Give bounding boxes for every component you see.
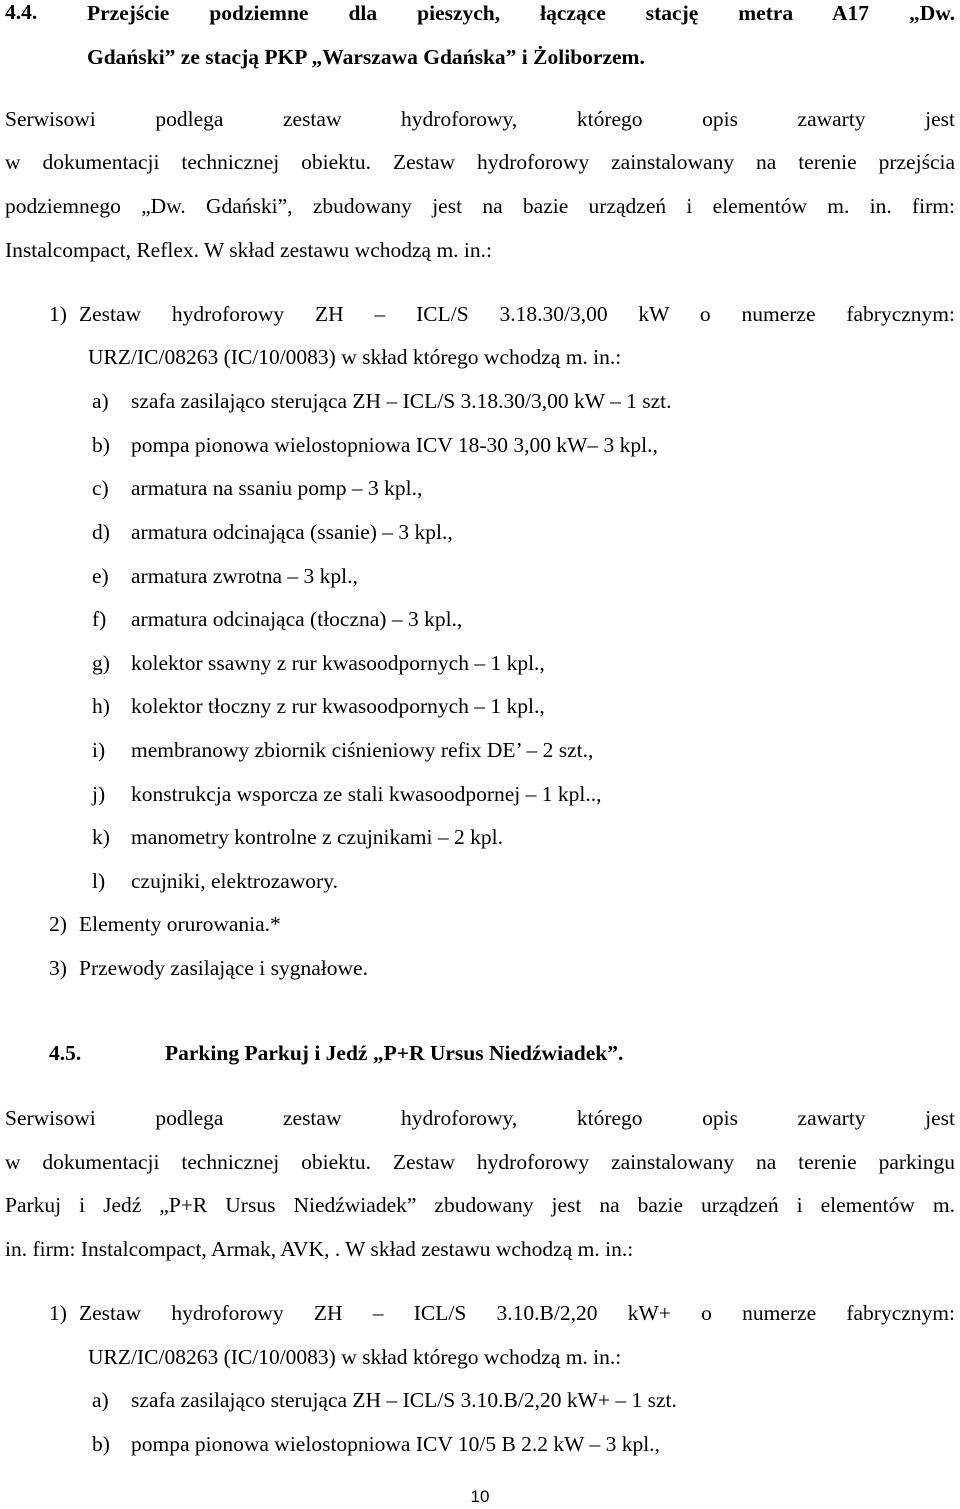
section-number: 4.4. <box>5 0 38 24</box>
section-heading-4-5 <box>49 1041 81 1066</box>
paragraph-line: Serwisowi podlega zestaw hydroforowy, którego opis zawarty jest <box>5 1106 955 1130</box>
paragraph-line: podziemnego „Dw. Gdański”, zbudowany jest na bazie urządzeń i elementów m. in. firm: <box>5 194 955 218</box>
sublist-item-text: membranowy zbiornik ciśnieniowy refix DE’ – 2 szt., <box>131 738 594 762</box>
sublist-item-label: d) <box>92 520 110 544</box>
list-item-text: Zestaw hydroforowy ZH – ICL/S 3.10.B/2,20 kW+ o numerze fabrycznym: <box>79 1301 955 1325</box>
sublist-item-text: konstrukcja wsporcza ze stali kwasoodpornej – 1 kpl.., <box>131 782 602 806</box>
sublist-item-text: manometry kontrolne z czujnikami – 2 kpl. <box>131 825 503 849</box>
sublist-item-text: szafa zasilająco sterująca ZH – ICL/S 3.10.B/2,20 kW+ – 1 szt. <box>131 1388 677 1412</box>
sublist-item-label: e) <box>92 564 109 588</box>
paragraph-line: w dokumentacji technicznej obiektu. Zestaw hydroforowy zainstalowany na terenie przejścia <box>5 150 955 174</box>
sublist-item-label: g) <box>92 651 110 675</box>
page-number: 10 <box>470 1487 490 1506</box>
section-title-line-2: Gdański” ze stacją PKP „Warszawa Gdańska” i Żoliborzem. <box>87 45 645 69</box>
paragraph-line: Instalcompact, Reflex. W skład zestawu wchodzą m. in.: <box>5 238 492 262</box>
section-number: 4.5. <box>49 1041 82 1065</box>
paragraph-line: in. firm: Instalcompact, Armak, AVK, . W skład zestawu wchodzą m. in.: <box>5 1237 634 1261</box>
sublist-item-label: k) <box>92 825 110 849</box>
sublist-item-label: i) <box>92 738 106 762</box>
list-item-text-continued: URZ/IC/08263 (IC/10/0083) w skład którego wchodzą m. in.: <box>88 345 622 369</box>
section-heading-4-4 <box>5 0 955 70</box>
list-item-label: 1) <box>49 302 67 326</box>
list-item-label: 2) <box>49 912 67 936</box>
sublist-item-label: l) <box>92 869 106 893</box>
section-title-line-1: Przejście podziemne dla pieszych, łączące stację metra A17 „Dw. <box>87 1 955 25</box>
sublist-item-text: pompa pionowa wielostopniowa ICV 18-30 3,00 kW– 3 kpl., <box>131 433 658 457</box>
sublist-item-label: j) <box>92 782 106 806</box>
sublist-item-text: czujniki, elektrozawory. <box>131 869 338 893</box>
paragraph-line: Parkuj i Jedź „P+R Ursus Niedźwiadek” zbudowany jest na bazie urządzeń i elementów m. <box>5 1193 955 1217</box>
sublist-item-label: c) <box>92 476 109 500</box>
sublist-item-text: kolektor ssawny z rur kwasoodpornych – 1 kpl., <box>131 651 545 675</box>
sublist-item-text: armatura na ssaniu pomp – 3 kpl., <box>131 476 423 500</box>
paragraph-line: w dokumentacji technicznej obiektu. Zestaw hydroforowy zainstalowany na terenie parkingu <box>5 1150 955 1174</box>
sublist-item-label: a) <box>92 1388 109 1412</box>
sublist-item-label: b) <box>92 1432 110 1456</box>
list-item-text: Przewody zasilające i sygnałowe. <box>79 956 368 980</box>
sublist-item-text: armatura odcinająca (ssanie) – 3 kpl., <box>131 520 453 544</box>
list-item-text-continued: URZ/IC/08263 (IC/10/0083) w skład którego wchodzą m. in.: <box>88 1345 622 1369</box>
sublist-item-label: b) <box>92 433 110 457</box>
sublist-item-label: f) <box>92 607 107 631</box>
list-item-text: Zestaw hydroforowy ZH – ICL/S 3.18.30/3,00 kW o numerze fabrycznym: <box>79 302 955 326</box>
sublist-item-text: armatura odcinająca (tłoczna) – 3 kpl., <box>131 607 463 631</box>
list-item-text: Elementy orurowania.* <box>79 912 281 936</box>
list-item-label: 3) <box>49 956 67 980</box>
sublist-item-text: pompa pionowa wielostopniowa ICV 10/5 B 2.2 kW – 3 kpl., <box>131 1432 660 1456</box>
list-item-label: 1) <box>49 1301 67 1325</box>
sublist-item-text: szafa zasilająco sterująca ZH – ICL/S 3.18.30/3,00 kW – 1 szt. <box>131 389 672 413</box>
sublist-item-text: armatura zwrotna – 3 kpl., <box>131 564 358 588</box>
paragraph-line: Serwisowi podlega zestaw hydroforowy, którego opis zawarty jest <box>5 107 955 131</box>
sublist-item-label: h) <box>92 694 110 718</box>
sublist-item-text: kolektor tłoczny z rur kwasoodpornych – 1 kpl., <box>131 694 545 718</box>
section-title: Parking Parkuj i Jedź „P+R Ursus Niedźwiadek”. <box>165 1041 624 1065</box>
sublist-item-label: a) <box>92 389 109 413</box>
